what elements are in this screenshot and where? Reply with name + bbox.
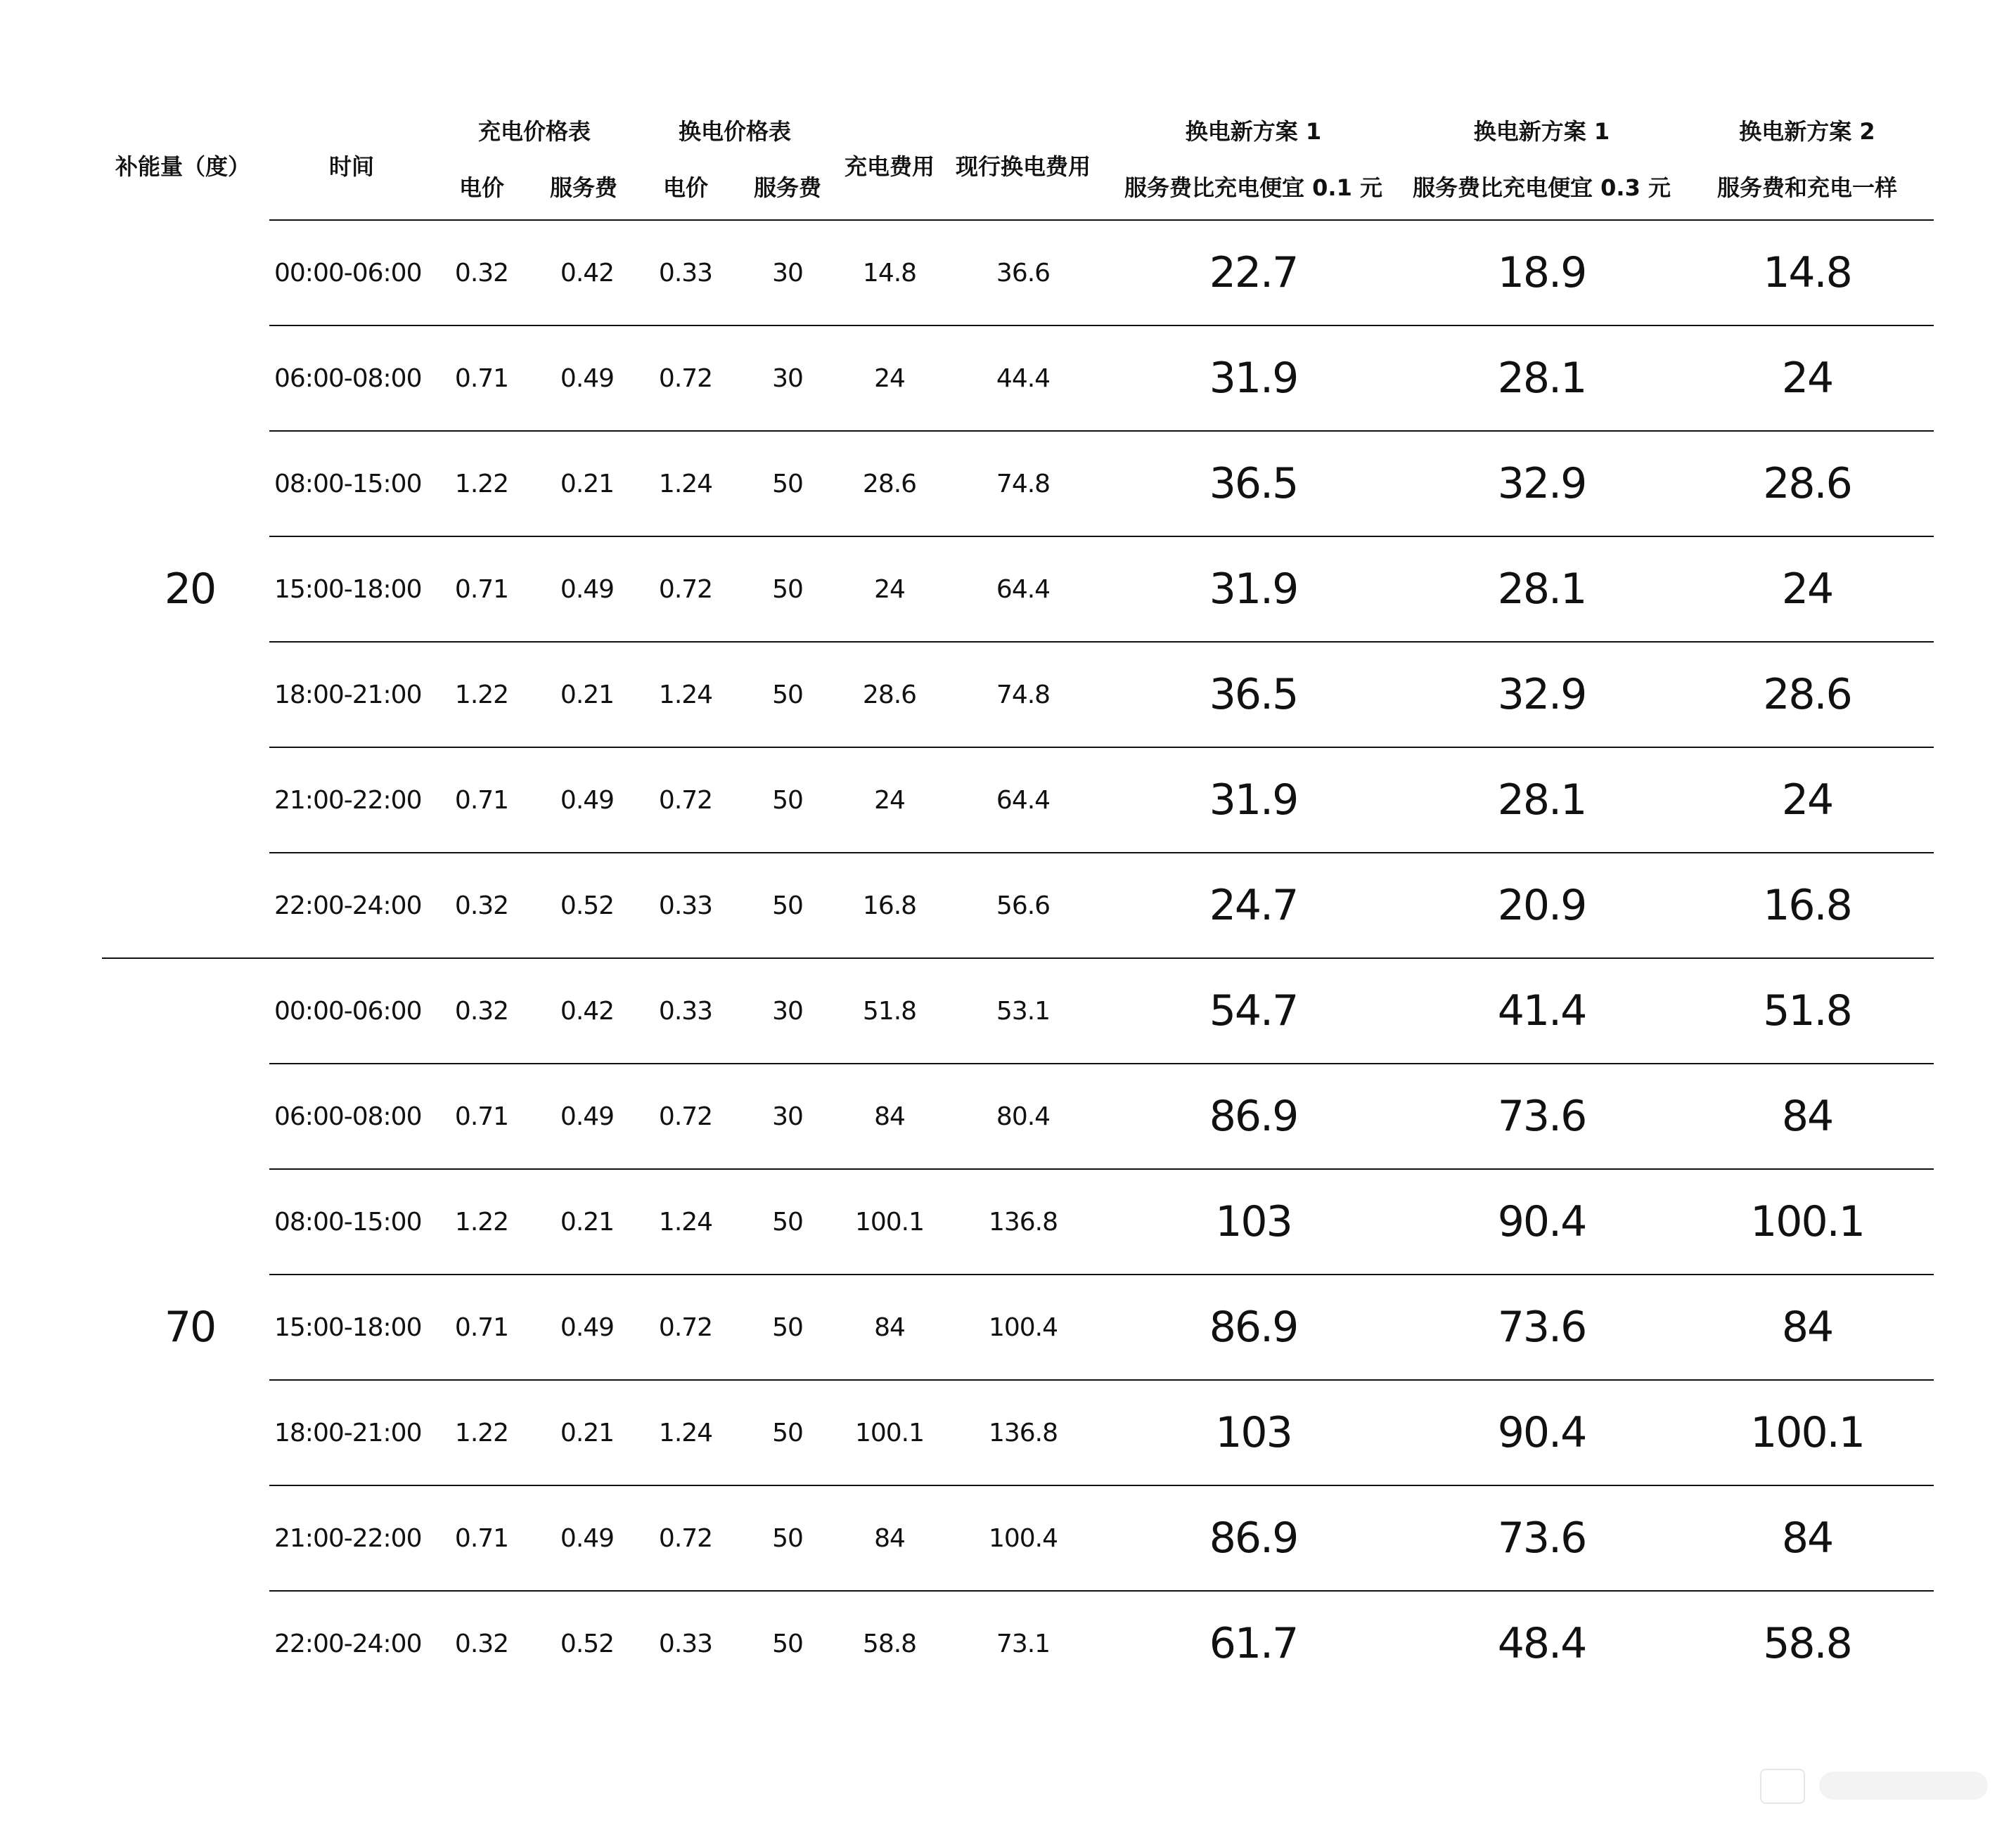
cell-charge-cost: 51.8 bbox=[862, 996, 917, 1026]
cell-time: 18:00-21:00 bbox=[274, 1418, 422, 1447]
cell-plan2: 100.1 bbox=[1750, 1408, 1864, 1457]
header-plan2-sub: 服务费和充电一样 bbox=[1716, 174, 1897, 201]
cell-plan1a: 61.7 bbox=[1209, 1619, 1298, 1668]
header-swap-table: 换电价格表 bbox=[678, 118, 791, 145]
cell-charge-price: 1.22 bbox=[454, 680, 509, 709]
cell-charge-cost: 16.8 bbox=[862, 891, 917, 920]
watermark-bar bbox=[1819, 1772, 1988, 1800]
cell-plan1b: 20.9 bbox=[1497, 881, 1586, 930]
cell-charge-cost: 24 bbox=[874, 363, 905, 393]
header-charge-price: 电价 bbox=[458, 174, 504, 201]
cell-time: 00:00-06:00 bbox=[274, 258, 422, 288]
watermark bbox=[1760, 1769, 1988, 1804]
cell-swap-current: 136.8 bbox=[988, 1207, 1058, 1237]
header-charge-service: 服务费 bbox=[549, 174, 617, 201]
cell-charge-service: 0.49 bbox=[560, 1102, 615, 1131]
cell-charge-cost: 58.8 bbox=[862, 1629, 917, 1658]
cell-charge-service: 0.49 bbox=[560, 1312, 615, 1342]
cell-plan1a: 31.9 bbox=[1209, 775, 1298, 825]
cell-plan1a: 86.9 bbox=[1209, 1303, 1298, 1352]
table-row bbox=[269, 431, 1934, 536]
cell-time: 15:00-18:00 bbox=[274, 1312, 422, 1342]
header-charge-cost: 充电费用 bbox=[844, 153, 935, 180]
table-row bbox=[269, 1485, 1934, 1591]
cell-charge-cost: 28.6 bbox=[862, 680, 917, 709]
cell-swap-price: 1.24 bbox=[658, 1207, 713, 1237]
cell-swap-price: 0.33 bbox=[658, 996, 713, 1026]
cell-swap-service: 30 bbox=[772, 996, 803, 1026]
cell-plan1a: 86.9 bbox=[1209, 1514, 1298, 1563]
cell-plan1a: 103 bbox=[1215, 1408, 1292, 1457]
cell-swap-price: 0.33 bbox=[658, 1629, 713, 1658]
cell-swap-current: 64.4 bbox=[996, 785, 1051, 815]
cell-charge-service: 0.49 bbox=[560, 785, 615, 815]
cell-swap-service: 50 bbox=[772, 1312, 803, 1342]
cell-charge-price: 0.32 bbox=[454, 996, 509, 1026]
cell-swap-service: 50 bbox=[772, 1207, 803, 1237]
table-row bbox=[269, 1064, 1934, 1169]
cell-charge-service: 0.21 bbox=[560, 680, 615, 709]
cell-charge-service: 0.52 bbox=[560, 1629, 615, 1658]
cell-swap-price: 1.24 bbox=[658, 680, 713, 709]
cell-plan1a: 103 bbox=[1215, 1197, 1292, 1246]
cell-plan2: 51.8 bbox=[1763, 986, 1851, 1036]
cell-charge-cost: 14.8 bbox=[862, 258, 917, 288]
cell-plan1b: 32.9 bbox=[1497, 670, 1586, 719]
group-energy-label: 20 bbox=[164, 565, 216, 614]
cell-swap-price: 0.72 bbox=[658, 1523, 713, 1553]
cell-time: 21:00-22:00 bbox=[274, 785, 422, 815]
cell-swap-current: 74.8 bbox=[996, 469, 1051, 498]
cell-plan1a: 36.5 bbox=[1209, 670, 1298, 719]
cell-plan2: 24 bbox=[1781, 565, 1833, 614]
cell-plan1b: 73.6 bbox=[1497, 1092, 1586, 1141]
cell-charge-price: 0.71 bbox=[454, 1102, 509, 1131]
table-row bbox=[269, 958, 1934, 1064]
header-swap-price: 电价 bbox=[662, 174, 708, 201]
cell-charge-price: 0.71 bbox=[454, 574, 509, 604]
cell-swap-current: 73.1 bbox=[996, 1629, 1051, 1658]
table-row bbox=[269, 325, 1934, 431]
cell-swap-service: 50 bbox=[772, 574, 803, 604]
cell-swap-price: 0.72 bbox=[658, 363, 713, 393]
cell-swap-service: 50 bbox=[772, 469, 803, 498]
table-row bbox=[269, 536, 1934, 642]
header-energy: 补能量（度） bbox=[115, 153, 250, 180]
header-plan1b-title: 换电新方案 1 bbox=[1473, 118, 1610, 145]
cell-charge-price: 0.32 bbox=[454, 1629, 509, 1658]
cell-time: 00:00-06:00 bbox=[274, 996, 422, 1026]
watermark-logo-icon bbox=[1760, 1769, 1805, 1804]
cell-plan2: 84 bbox=[1781, 1092, 1833, 1141]
header-swap-service: 服务费 bbox=[753, 174, 821, 201]
group-energy-label: 70 bbox=[164, 1303, 216, 1352]
cell-plan1b: 28.1 bbox=[1497, 354, 1586, 403]
header-time: 时间 bbox=[328, 153, 374, 180]
cell-charge-service: 0.49 bbox=[560, 1523, 615, 1553]
cell-charge-service: 0.49 bbox=[560, 363, 615, 393]
cell-swap-current: 80.4 bbox=[996, 1102, 1051, 1131]
cell-plan1b: 28.1 bbox=[1497, 565, 1586, 614]
cell-swap-current: 53.1 bbox=[996, 996, 1051, 1026]
cell-swap-service: 30 bbox=[772, 258, 803, 288]
cell-swap-current: 44.4 bbox=[996, 363, 1051, 393]
cell-time: 08:00-15:00 bbox=[274, 469, 422, 498]
header-plan1b-sub: 服务费比充电便宜 0.3 元 bbox=[1413, 174, 1671, 201]
cell-charge-service: 0.21 bbox=[560, 1418, 615, 1447]
cell-swap-service: 50 bbox=[772, 1629, 803, 1658]
cell-time: 18:00-21:00 bbox=[274, 680, 422, 709]
cell-charge-service: 0.21 bbox=[560, 469, 615, 498]
cell-swap-current: 100.4 bbox=[988, 1523, 1058, 1553]
cell-charge-price: 0.71 bbox=[454, 1312, 509, 1342]
cell-time: 21:00-22:00 bbox=[274, 1523, 422, 1553]
cell-swap-current: 136.8 bbox=[988, 1418, 1058, 1447]
header-plan1a-title: 换电新方案 1 bbox=[1185, 118, 1322, 145]
cell-charge-cost: 84 bbox=[874, 1102, 905, 1131]
cell-swap-current: 36.6 bbox=[996, 258, 1051, 288]
header-swap-current: 现行换电费用 bbox=[955, 153, 1091, 180]
cell-swap-service: 50 bbox=[772, 1418, 803, 1447]
cell-charge-price: 1.22 bbox=[454, 1418, 509, 1447]
cell-charge-cost: 100.1 bbox=[854, 1418, 925, 1447]
cell-charge-price: 1.22 bbox=[454, 469, 509, 498]
cell-plan1a: 22.7 bbox=[1209, 248, 1298, 297]
cell-charge-service: 0.21 bbox=[560, 1207, 615, 1237]
cell-charge-cost: 84 bbox=[874, 1523, 905, 1553]
header-charge-table: 充电价格表 bbox=[477, 118, 591, 145]
cell-plan1b: 18.9 bbox=[1497, 248, 1586, 297]
cell-swap-price: 0.33 bbox=[658, 891, 713, 920]
cell-plan2: 28.6 bbox=[1763, 459, 1851, 508]
cell-plan2: 24 bbox=[1781, 354, 1833, 403]
cell-swap-current: 64.4 bbox=[996, 574, 1051, 604]
cell-charge-cost: 84 bbox=[874, 1312, 905, 1342]
table-row bbox=[269, 642, 1934, 747]
cell-charge-service: 0.49 bbox=[560, 574, 615, 604]
table-row bbox=[269, 747, 1934, 853]
cell-charge-price: 0.32 bbox=[454, 891, 509, 920]
cell-charge-price: 1.22 bbox=[454, 1207, 509, 1237]
cell-time: 06:00-08:00 bbox=[274, 363, 422, 393]
cell-plan2: 84 bbox=[1781, 1514, 1833, 1563]
cell-plan2: 14.8 bbox=[1763, 248, 1851, 297]
cell-plan2: 84 bbox=[1781, 1303, 1833, 1352]
cell-plan1a: 31.9 bbox=[1209, 565, 1298, 614]
cell-time: 22:00-24:00 bbox=[274, 891, 422, 920]
cell-plan1a: 54.7 bbox=[1209, 986, 1298, 1036]
cell-swap-price: 0.72 bbox=[658, 1102, 713, 1131]
cell-charge-cost: 24 bbox=[874, 574, 905, 604]
cell-plan1a: 86.9 bbox=[1209, 1092, 1298, 1141]
table-row bbox=[269, 220, 1934, 325]
cell-plan1b: 32.9 bbox=[1497, 459, 1586, 508]
cell-swap-service: 50 bbox=[772, 891, 803, 920]
cell-swap-current: 100.4 bbox=[988, 1312, 1058, 1342]
cell-swap-price: 1.24 bbox=[658, 469, 713, 498]
cell-charge-service: 0.52 bbox=[560, 891, 615, 920]
cell-charge-service: 0.42 bbox=[560, 996, 615, 1026]
cell-time: 22:00-24:00 bbox=[274, 1629, 422, 1658]
cell-swap-service: 50 bbox=[772, 1523, 803, 1553]
table-row bbox=[269, 1380, 1934, 1485]
cell-plan2: 28.6 bbox=[1763, 670, 1851, 719]
cell-time: 08:00-15:00 bbox=[274, 1207, 422, 1237]
cell-swap-current: 74.8 bbox=[996, 680, 1051, 709]
cell-plan1b: 48.4 bbox=[1497, 1619, 1586, 1668]
cell-swap-current: 56.6 bbox=[996, 891, 1051, 920]
cell-plan1b: 73.6 bbox=[1497, 1514, 1586, 1563]
cell-time: 06:00-08:00 bbox=[274, 1102, 422, 1131]
cell-charge-cost: 100.1 bbox=[854, 1207, 925, 1237]
cell-charge-price: 0.71 bbox=[454, 1523, 509, 1553]
header-plan1a-sub: 服务费比充电便宜 0.1 元 bbox=[1124, 174, 1382, 201]
cell-swap-price: 0.72 bbox=[658, 1312, 713, 1342]
cell-charge-price: 0.71 bbox=[454, 785, 509, 815]
cell-plan1a: 24.7 bbox=[1209, 881, 1298, 930]
cell-swap-service: 50 bbox=[772, 680, 803, 709]
cell-plan1a: 36.5 bbox=[1209, 459, 1298, 508]
cell-charge-cost: 24 bbox=[874, 785, 905, 815]
table-row bbox=[269, 1169, 1934, 1275]
cell-plan1b: 73.6 bbox=[1497, 1303, 1586, 1352]
cell-swap-price: 0.33 bbox=[658, 258, 713, 288]
cell-swap-service: 30 bbox=[772, 1102, 803, 1131]
cell-time: 15:00-18:00 bbox=[274, 574, 422, 604]
cell-plan1a: 31.9 bbox=[1209, 354, 1298, 403]
cell-plan2: 58.8 bbox=[1763, 1619, 1851, 1668]
cell-swap-service: 30 bbox=[772, 363, 803, 393]
table-row bbox=[269, 1275, 1934, 1380]
cell-charge-price: 0.32 bbox=[454, 258, 509, 288]
cell-plan2: 24 bbox=[1781, 775, 1833, 825]
cell-charge-price: 0.71 bbox=[454, 363, 509, 393]
cell-plan1b: 41.4 bbox=[1497, 986, 1586, 1036]
cell-charge-service: 0.42 bbox=[560, 258, 615, 288]
cell-plan1b: 90.4 bbox=[1497, 1408, 1586, 1457]
cell-charge-cost: 28.6 bbox=[862, 469, 917, 498]
cell-plan1b: 28.1 bbox=[1497, 775, 1586, 825]
cell-swap-price: 0.72 bbox=[658, 574, 713, 604]
cell-plan2: 100.1 bbox=[1750, 1197, 1864, 1246]
cell-swap-service: 50 bbox=[772, 785, 803, 815]
cell-swap-price: 1.24 bbox=[658, 1418, 713, 1447]
table-row bbox=[269, 853, 1934, 958]
header-plan2-title: 换电新方案 2 bbox=[1739, 118, 1875, 145]
cell-swap-price: 0.72 bbox=[658, 785, 713, 815]
table-row bbox=[269, 1591, 1934, 1696]
cell-plan2: 16.8 bbox=[1763, 881, 1851, 930]
cell-plan1b: 90.4 bbox=[1497, 1197, 1586, 1246]
